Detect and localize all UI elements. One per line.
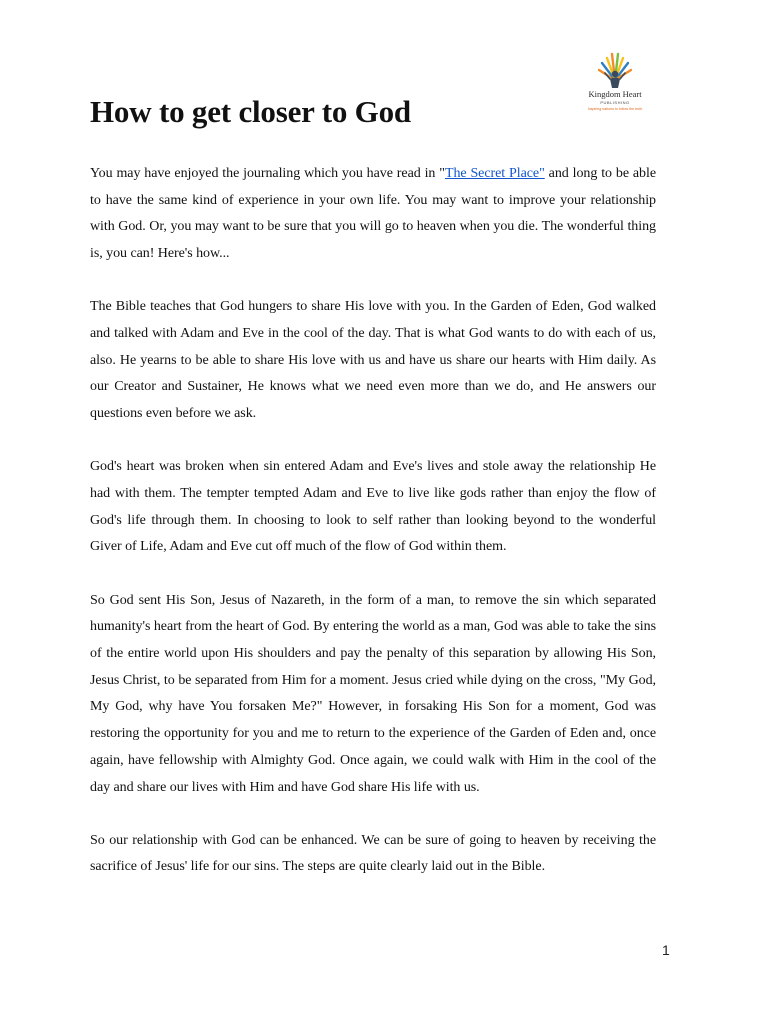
paragraph-1-text-after: and long to be able to have the same kind of experience in your own life. You may want to improve your relationship with God. Or, you may want to be sure that you will go to heaven when you die. The wonderful thing is, you can! Here's how... [90,166,657,262]
paragraph-3: God's heart was broken when sin entered Adam and Eve's lives and stole away the relationship He had with them. The tempter tempted Adam and Eve to live like gods rather than enjoy the flow of God's life through them. In choosing to look to self rather than looking beyond to the wonderful Giver of Life, Adam and Eve cut off much of the flow of God within them. [90,459,656,555]
secret-place-link[interactable]: The Secret Place" [444,166,545,181]
logo-publisher-label: PUBLISHING [600,100,630,105]
sunburst-figure-icon [576,48,654,92]
paragraph-4: So God sent His Son, Jesus of Nazareth, in the form of a man, to remove the sin which separated humanity's heart from the heart of God. By entering the world as a man, God was able to take the sins of the entire world upon His shoulders and pay the penalty of this separation by allowing His Son, Jesus Christ, to be separated from Him for a moment. Jesus cried while dying on the cross, "My God, My God, why have You forsaken Me?" However, in forsaking His Son for a moment, God was restoring the opportunity for you and me to return to the experience of the Garden of Eden and, once again, have fellowship with Almighty God. Once again, we could walk with Him in the cool of the day and share our lives with Him and have God share His life with us. [90,592,656,795]
document-body [90,161,656,908]
logo-tagline: Inspiring nations to follow the truth [587,107,643,111]
paragraph-1 [90,161,656,268]
page-number: 1 [662,942,670,958]
logo-brand-name: Kingdom Heart [588,89,642,99]
paragraph-2: The Bible teaches that God hungers to share His love with you. In the Garden of Eden, God walked and talked with Adam and Eve in the cool of the day. That is what God wants to do with each of us, also. He yearns to be able to share His love with us and have us share our hearts with Him daily. As our Creator and Sustainer, He knows what we need even more than we do, and He answers our questions even before we ask. [90,299,656,422]
paragraph-1-text-before: You may have enjoyed the journaling which you have read in " [90,166,445,181]
paragraph-5: So our relationship with God can be enhanced. We can be sure of going to heaven by receiving the sacrifice of Jesus' life for our sins. The steps are quite clearly laid out in the Bible. [90,832,656,875]
kingdom-heart-logo [576,48,654,122]
page-title: How to get closer to God [90,94,411,129]
